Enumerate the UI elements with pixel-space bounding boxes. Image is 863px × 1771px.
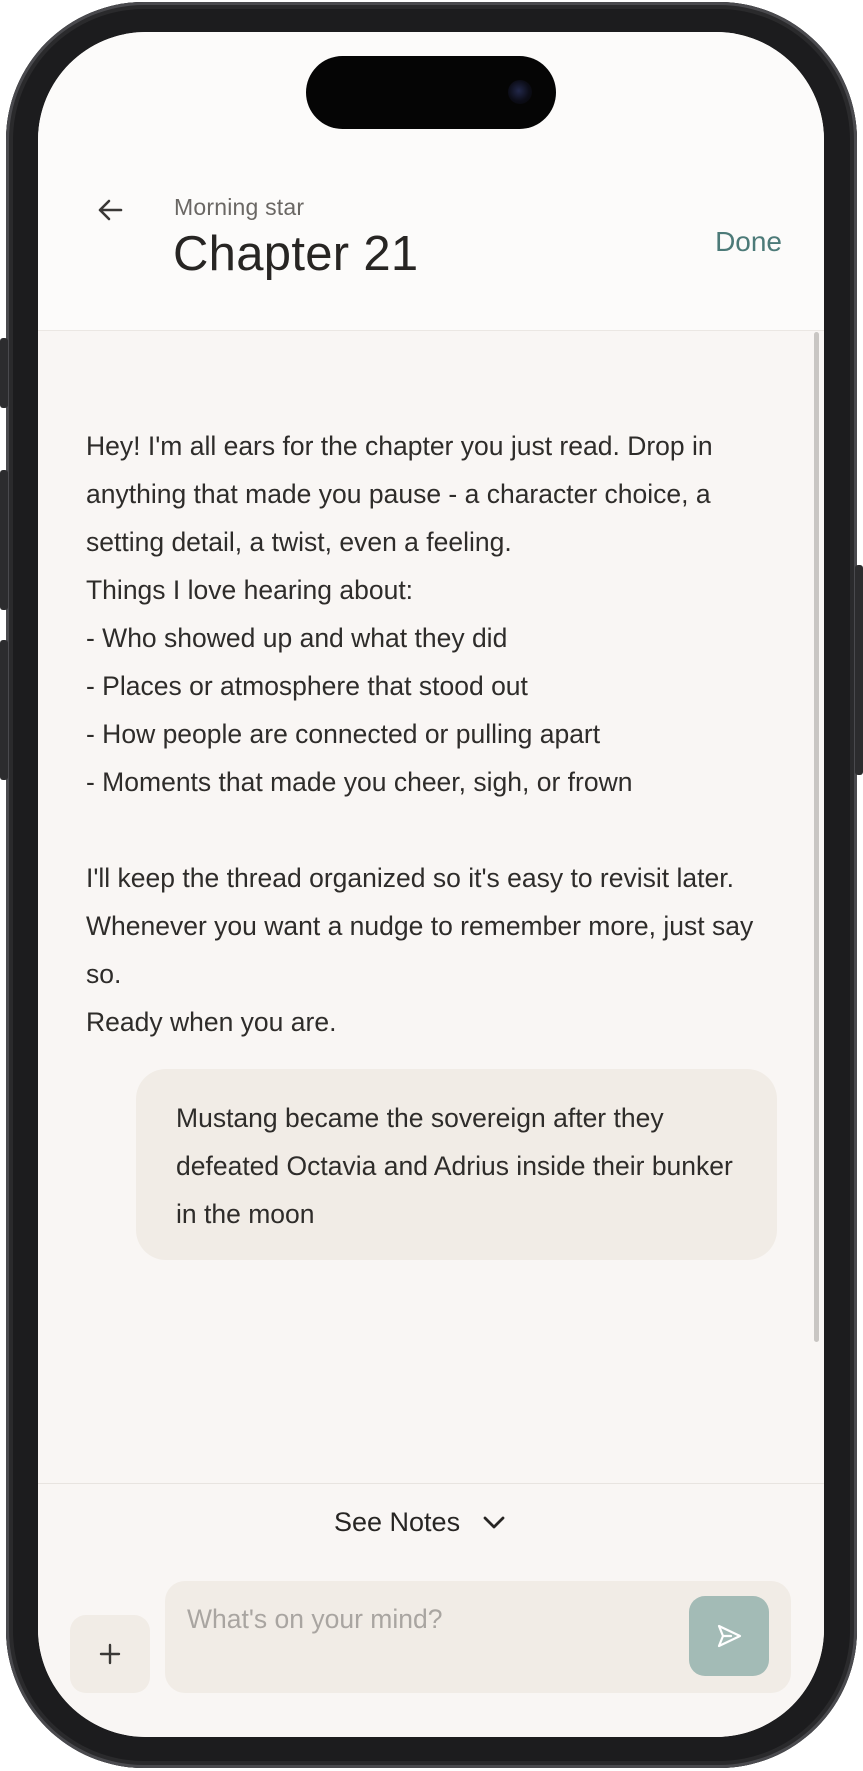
plus-icon	[97, 1641, 123, 1667]
back-button[interactable]	[90, 190, 130, 230]
done-button[interactable]: Done	[715, 226, 782, 257]
send-icon	[714, 1621, 744, 1651]
see-notes-label: See Notes	[334, 1506, 461, 1537]
action-button	[0, 338, 8, 408]
user-message-bubble	[136, 1069, 777, 1260]
composer	[38, 1558, 824, 1737]
camera-icon	[508, 80, 532, 104]
send-button[interactable]	[689, 1596, 769, 1676]
power-button	[855, 565, 863, 775]
dynamic-island	[306, 56, 556, 129]
chevron-down-icon	[480, 1508, 508, 1536]
scrollbar[interactable]	[814, 332, 819, 1342]
volume-down-button	[0, 640, 8, 780]
assistant-message: Hey! I'm all ears for the chapter you just read. Drop in anything that made you pause - a character choice, a setting detail, a twist, even a feeling. Things I love hearing about: - Who showed up and what they did - Places or atmosphere that stood out - How people are connected or pulling apart - Moments that made you cheer, sigh, or frown I'll keep the thread organized so it's easy to revisit later. Whenever you want a nudge to remember more, just say so. Ready when you are.	[86, 431, 754, 1037]
message-input-container	[165, 1581, 791, 1693]
add-button[interactable]	[70, 1615, 150, 1693]
volume-up-button	[0, 470, 8, 610]
phone-screen	[38, 32, 824, 1737]
page-title: Chapter 21	[173, 227, 419, 281]
arrow-left-icon	[90, 190, 130, 230]
notes-bar	[38, 1483, 824, 1559]
message-input[interactable]	[187, 1599, 657, 1639]
user-message-text: Mustang became the sovereign after they defeated Octavia and Adrius inside their bunker in the moon	[176, 1103, 741, 1229]
book-title: Morning star	[174, 194, 305, 220]
see-notes-button[interactable]	[334, 1502, 508, 1542]
